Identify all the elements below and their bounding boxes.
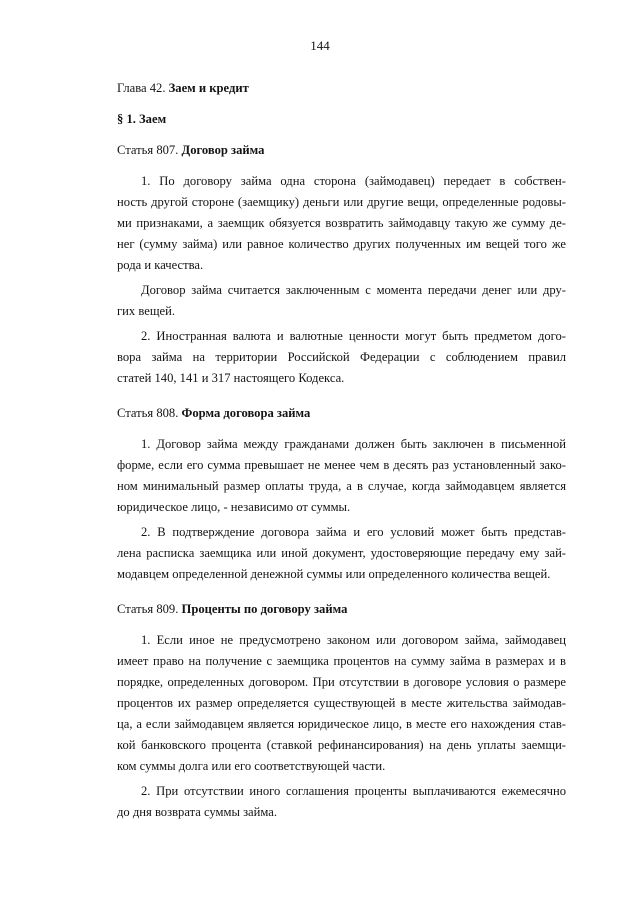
paragraph-808-2 [93,522,566,585]
article-prefix: Статья 808. [117,406,179,420]
article-title: Форма договора займа [181,406,311,420]
article-heading-809 [93,599,566,620]
document-body [93,78,566,823]
paragraph-809-1 [93,630,566,777]
chapter-title: Заем и кредит [168,81,249,95]
paragraph-807-2 [93,280,566,322]
text-line: 1. По договору займа одна сторона (займодавец) передает в собствен- [141,174,566,188]
text-line: до дня возврата суммы займа. [117,805,278,819]
text-line: вора займа на территории Российской Федерации с соблюдением правил [117,350,566,364]
paragraph-807-3 [93,326,566,389]
article-heading-807 [93,140,566,161]
text-line: кой банковского процента (ставкой рефинансирования) на день уплаты заемщи- [117,738,566,752]
chapter-heading [93,78,566,99]
text-line: ми признаками, а заемщик обязуется возвратить займодавцу такую же сумму де- [117,216,566,230]
text-line: ность другой стороне (заемщику) деньги или другие вещи, определенные родовы- [117,195,566,209]
paragraph-809-2 [93,781,566,823]
article-prefix: Статья 809. [117,602,179,616]
text-line: 1. Если иное не предусмотрено законом или договором займа, займодавец [141,633,566,647]
text-line: ном минимальный размер оплаты труда, а в случае, когда займодавцем является [117,479,566,493]
text-line: гих вещей. [117,304,175,318]
text-line: порядке, определенных договором. При отсутствии в договоре условия о размере [117,675,566,689]
article-prefix: Статья 807. [117,143,179,157]
text-line: рода и качества. [117,258,204,272]
text-line: процентов их размер определяется существующей в месте жительства займодав- [117,696,566,710]
text-line: модавцем определенной денежной суммы или определенного количества вещей. [117,567,551,581]
text-line: ца, а если займодавцем является юридическое лицо, в месте его нахождения став- [117,717,566,731]
text-line: имеет право на получение с заемщика процентов на сумму займа в размерах и в [117,654,566,668]
article-title: Договор займа [181,143,265,157]
text-line: нег (сумму займа) или равное количество других полученных им вещей того же [117,237,566,251]
text-line: 2. В подтверждение договора займа и его условий может быть представ- [141,525,566,539]
text-line: статей 140, 141 и 317 настоящего Кодекса. [117,371,345,385]
article-heading-808 [93,403,566,424]
text-line: 2. Иностранная валюта и валютные ценности могут быть предметом дого- [141,329,566,343]
text-line: лена расписка заемщика или иной документ, удостоверяющие передачу ему зай- [117,546,566,560]
section-title: § 1. Заем [117,112,167,126]
paragraph-807-1 [93,171,566,276]
text-line: 1. Договор займа между гражданами должен быть заключен в письменной [141,437,566,451]
text-line: 2. При отсутствии иного соглашения проценты выплачиваются ежемесячно [141,784,566,798]
chapter-prefix: Глава 42. [117,81,166,95]
paragraph-808-1 [93,434,566,518]
page-number: 144 [310,38,330,53]
text-line: форме, если его сумма превышает не менее чем в десять раз установленный зако- [117,458,566,472]
text-line: ком суммы долга или его соответствующей части. [117,759,386,773]
section-heading [93,109,566,130]
text-line: Договор займа считается заключенным с момента передачи денег или дру- [141,283,566,297]
article-title: Проценты по договору займа [181,602,348,616]
text-line: юридическое лицо, - независимо от суммы. [117,500,351,514]
